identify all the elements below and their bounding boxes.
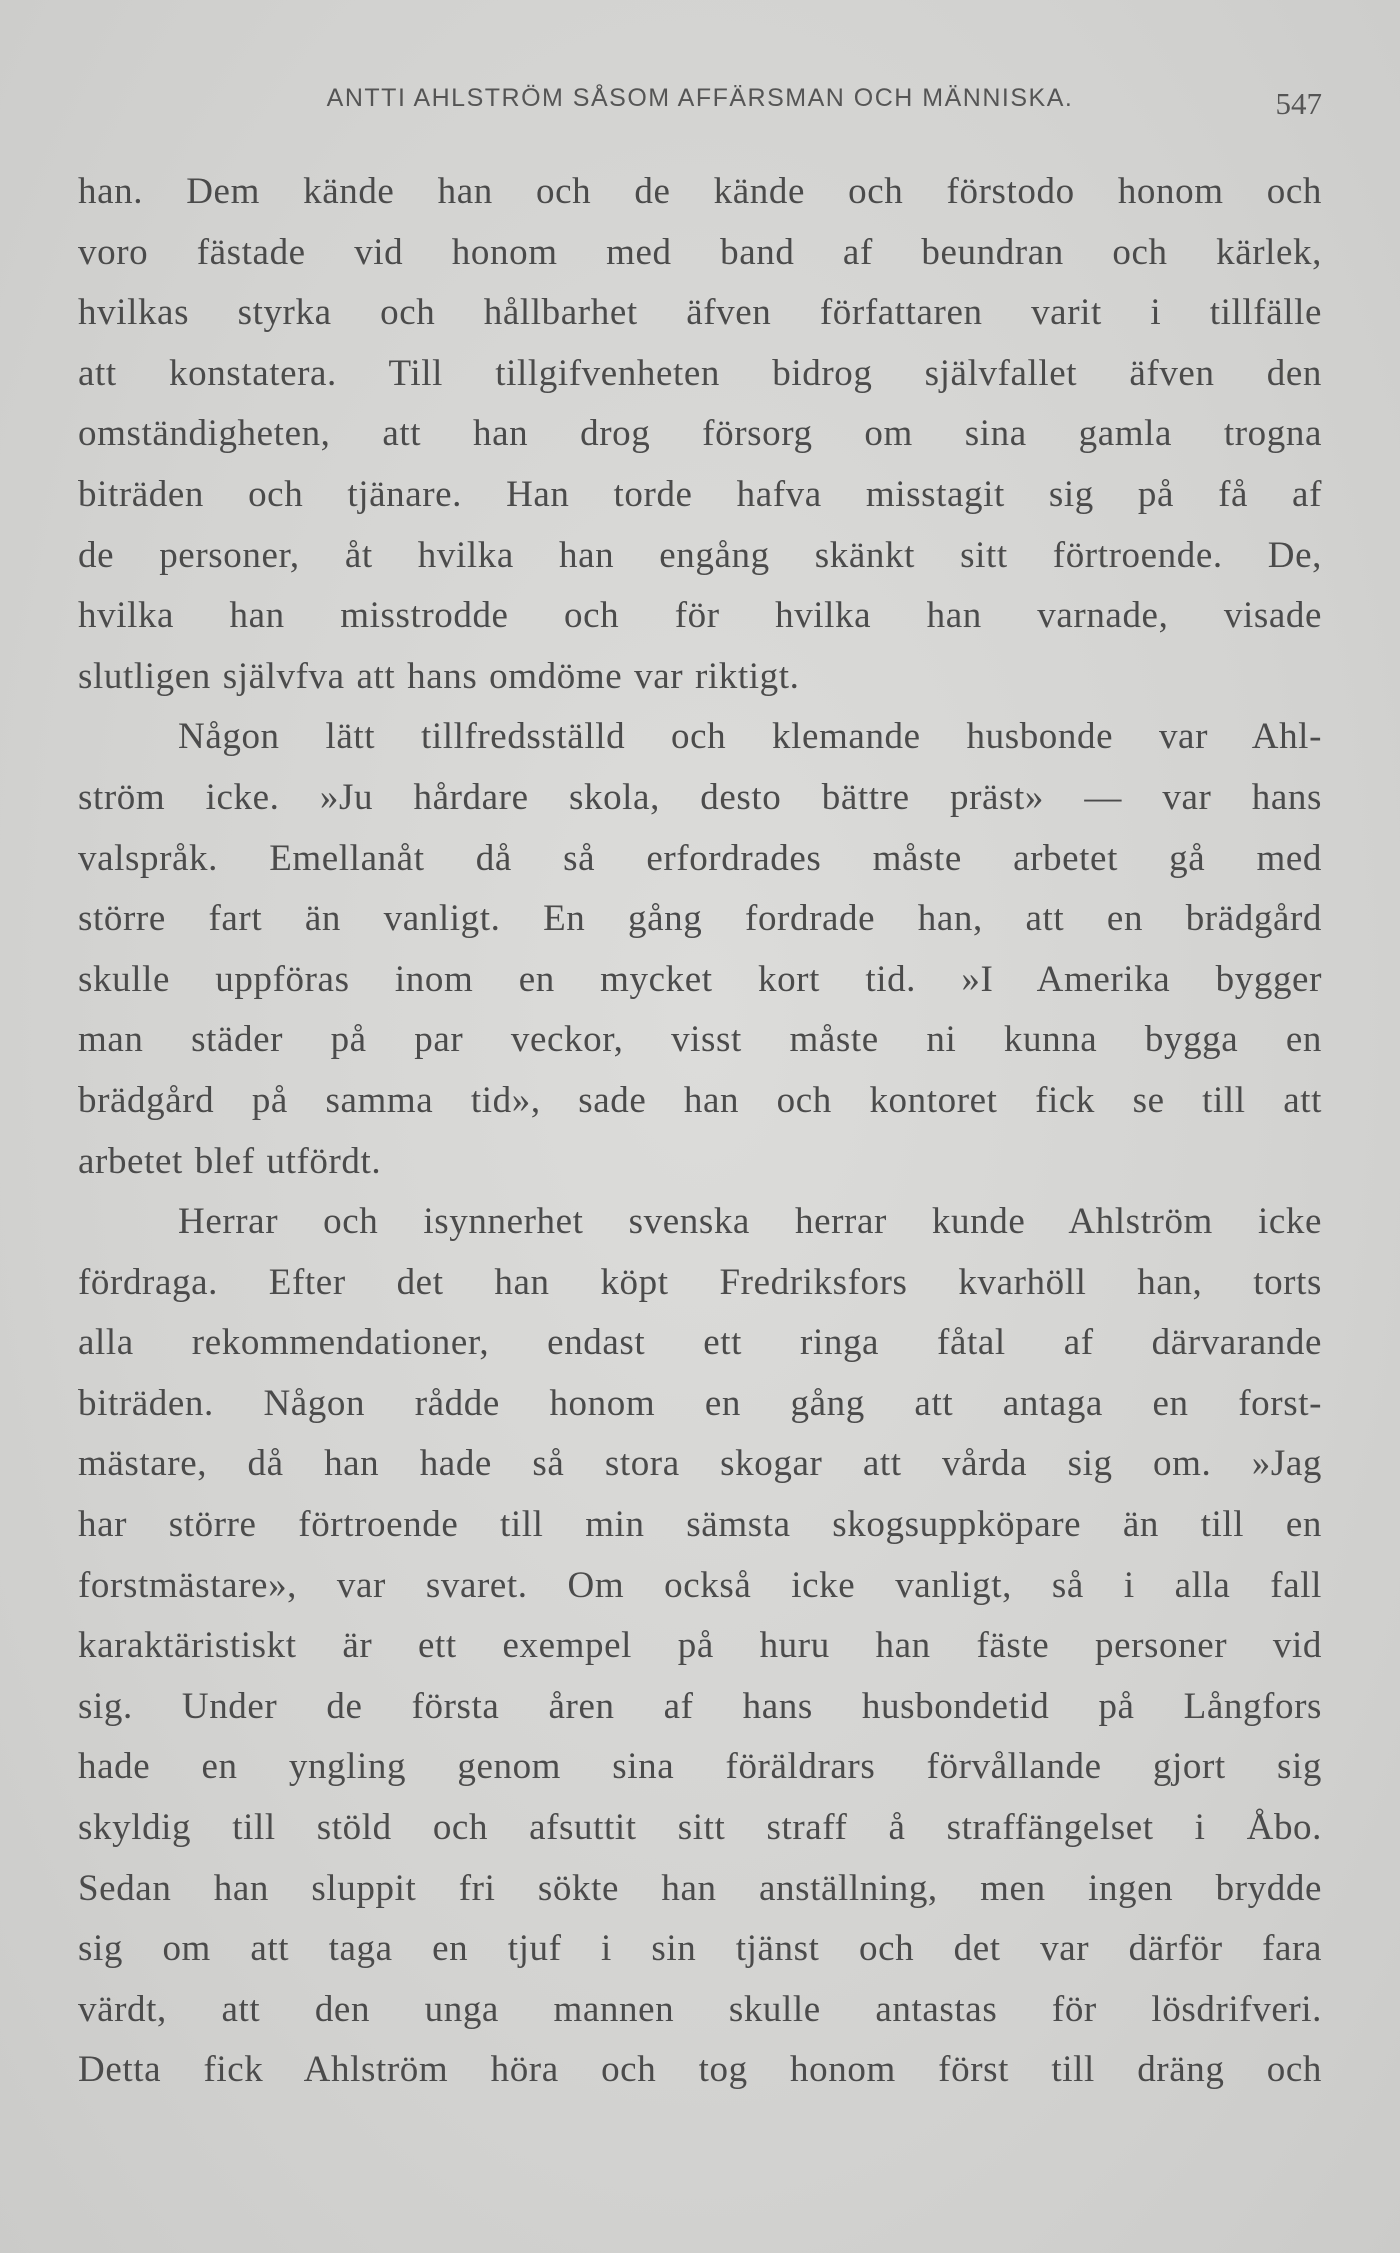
- text-line: har större förtroende till min sämsta skogsuppköpare än till en: [78, 1504, 1322, 1546]
- text-line: biträden och tjänare. Han torde hafva misstagit sig på få af: [78, 473, 1322, 515]
- text-line: karaktäristiskt är ett exempel på huru han fäste personer vid: [78, 1625, 1322, 1667]
- text-line: arbetet blef utfördt.: [78, 1140, 382, 1182]
- text-line: forstmästare», var svaret. Om också icke vanligt, så i alla fall: [78, 1564, 1322, 1606]
- text-line: biträden. Någon rådde honom en gång att antaga en forst-: [78, 1382, 1322, 1424]
- text-line: omständigheten, att han drog försorg om sina gamla trogna: [78, 413, 1322, 455]
- text-line: att konstatera. Till tillgifvenheten bidrog självfallet äfven den: [78, 352, 1322, 394]
- text-line: man städer på par veckor, visst måste ni kunna bygga en: [78, 1019, 1322, 1061]
- text-line: alla rekommendationer, endast ett ringa fåtal af därvarande: [78, 1322, 1322, 1364]
- running-head: [78, 84, 1322, 124]
- text-line: skyldig till stöld och afsuttit sitt straff å straffängelset i Åbo.: [78, 1807, 1322, 1849]
- text-line: Sedan han sluppit fri sökte han anställning, men ingen brydde: [78, 1867, 1322, 1909]
- text-line: Detta fick Ahlström höra och tog honom först till dräng och: [78, 2049, 1322, 2091]
- text-line: voro fästade vid honom med band af beundran och kärlek,: [78, 231, 1322, 273]
- text-line: de personer, åt hvilka han engång skänkt sitt förtroende. De,: [78, 534, 1322, 576]
- body-text: [78, 162, 1322, 2101]
- text-line: brädgård på samma tid», sade han och kontoret fick se till att: [78, 1079, 1322, 1121]
- text-line: hvilka han misstrodde och för hvilka han varnade, visade: [78, 595, 1322, 637]
- running-title: ANTTI AHLSTRÖM SÅSOM AFFÄRSMAN OCH MÄNNISKA.: [326, 84, 1074, 112]
- text-line: ström icke. »Ju hårdare skola, desto bättre präst» — var hans: [78, 776, 1322, 818]
- text-line: större fart än vanligt. En gång fordrade han, att en brädgård: [78, 898, 1322, 940]
- text-line: hade en yngling genom sina föräldrars förvållande gjort sig: [78, 1746, 1322, 1788]
- page-number: 547: [1275, 86, 1322, 121]
- paragraph-first-line: Herrar och isynnerhet svenska herrar kunde Ahlström icke: [178, 1201, 1322, 1243]
- text-line: mästare, då han hade så stora skogar att vårda sig om. »Jag: [78, 1443, 1322, 1485]
- text-line: slutligen självfva att hans omdöme var riktigt.: [78, 655, 800, 697]
- text-line: sig om att taga en tjuf i sin tjänst och det var därför fara: [78, 1928, 1322, 1970]
- text-line: hvilkas styrka och hållbarhet äfven författaren varit i tillfälle: [78, 292, 1322, 334]
- text-line: valspråk. Emellanåt då så erfordrades måste arbetet gå med: [78, 837, 1322, 879]
- text-line: han. Dem kände han och de kände och förstodo honom och: [78, 171, 1322, 212]
- paragraph-first-line: Någon lätt tillfredsställd och klemande husbonde var Ahl-: [178, 716, 1322, 758]
- text-line: sig. Under de första åren af hans husbondetid på Långfors: [78, 1685, 1322, 1727]
- text-line: skulle uppföras inom en mycket kort tid. »I Amerika bygger: [78, 958, 1322, 1000]
- text-line: värdt, att den unga mannen skulle antastas för lösdrifveri.: [78, 1988, 1322, 2030]
- text-line: fördraga. Efter det han köpt Fredriksfors kvarhöll han, torts: [78, 1261, 1322, 1303]
